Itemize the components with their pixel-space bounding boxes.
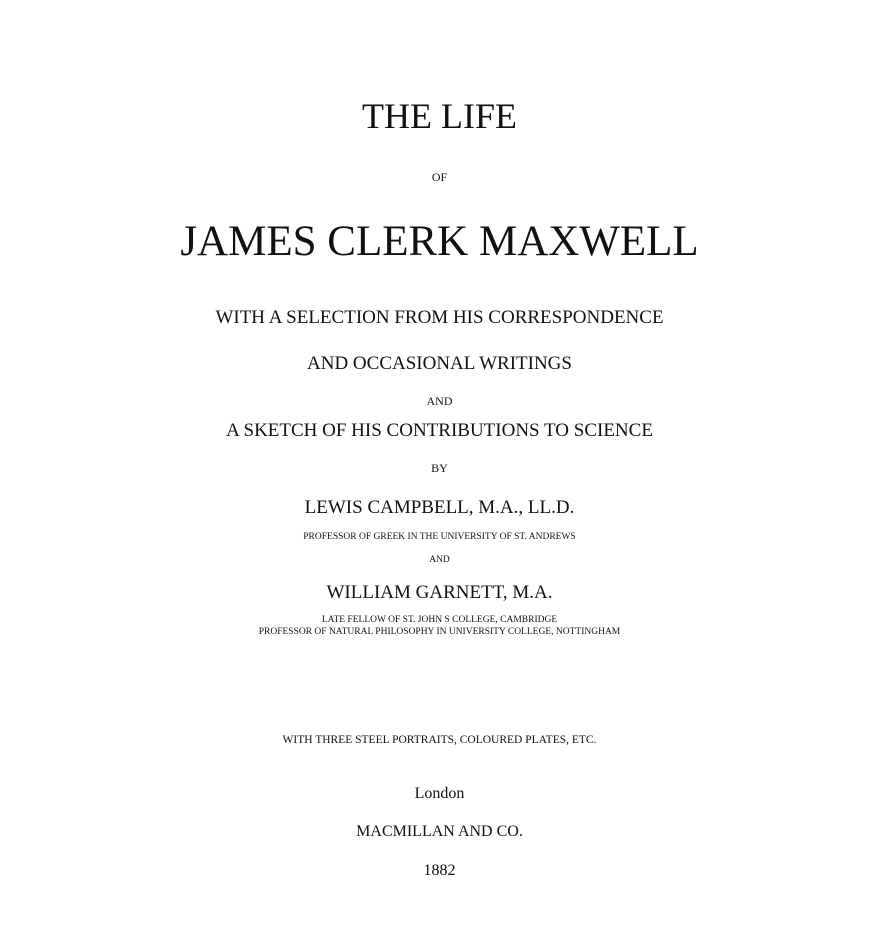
title-line: THE LIFE — [362, 96, 517, 136]
imprint-place: London — [414, 785, 465, 802]
author-description-garnett-1: LATE FELLOW OF ST. JOHN S COLLEGE, CAMBRIDGE — [321, 615, 558, 625]
title-connector: OF — [431, 170, 448, 184]
author-name-garnett: WILLIAM GARNETT, M.A. — [326, 582, 553, 603]
illustrations-note: WITH THREE STEEL PORTRAITS, COLOURED PLATES, ETC. — [282, 734, 597, 746]
author-name-campbell: LEWIS CAMPBELL, M.A., LL.D. — [304, 497, 575, 518]
subtitle-connector: AND — [426, 394, 453, 408]
byline-connector: AND — [429, 555, 450, 565]
subtitle-line-1: WITH A SELECTION FROM HIS CORRESPONDENCE — [215, 307, 664, 328]
subject-name: JAMES CLERK MAXWELL — [180, 218, 699, 265]
subtitle-line-3: A SKETCH OF HIS CONTRIBUTIONS TO SCIENCE — [226, 420, 653, 441]
imprint-publisher: MACMILLAN AND CO. — [356, 823, 523, 840]
subtitle-line-2: AND OCCASIONAL WRITINGS — [307, 353, 572, 374]
imprint-year: 1882 — [423, 862, 456, 879]
author-description-campbell: PROFESSOR OF GREEK IN THE UNIVERSITY OF ST. ANDREWS — [303, 532, 576, 542]
byline-by: BY — [431, 461, 448, 475]
author-description-garnett-2: PROFESSOR OF NATURAL PHILOSOPHY IN UNIVERSITY COLLEGE, NOTTINGHAM — [258, 627, 621, 637]
